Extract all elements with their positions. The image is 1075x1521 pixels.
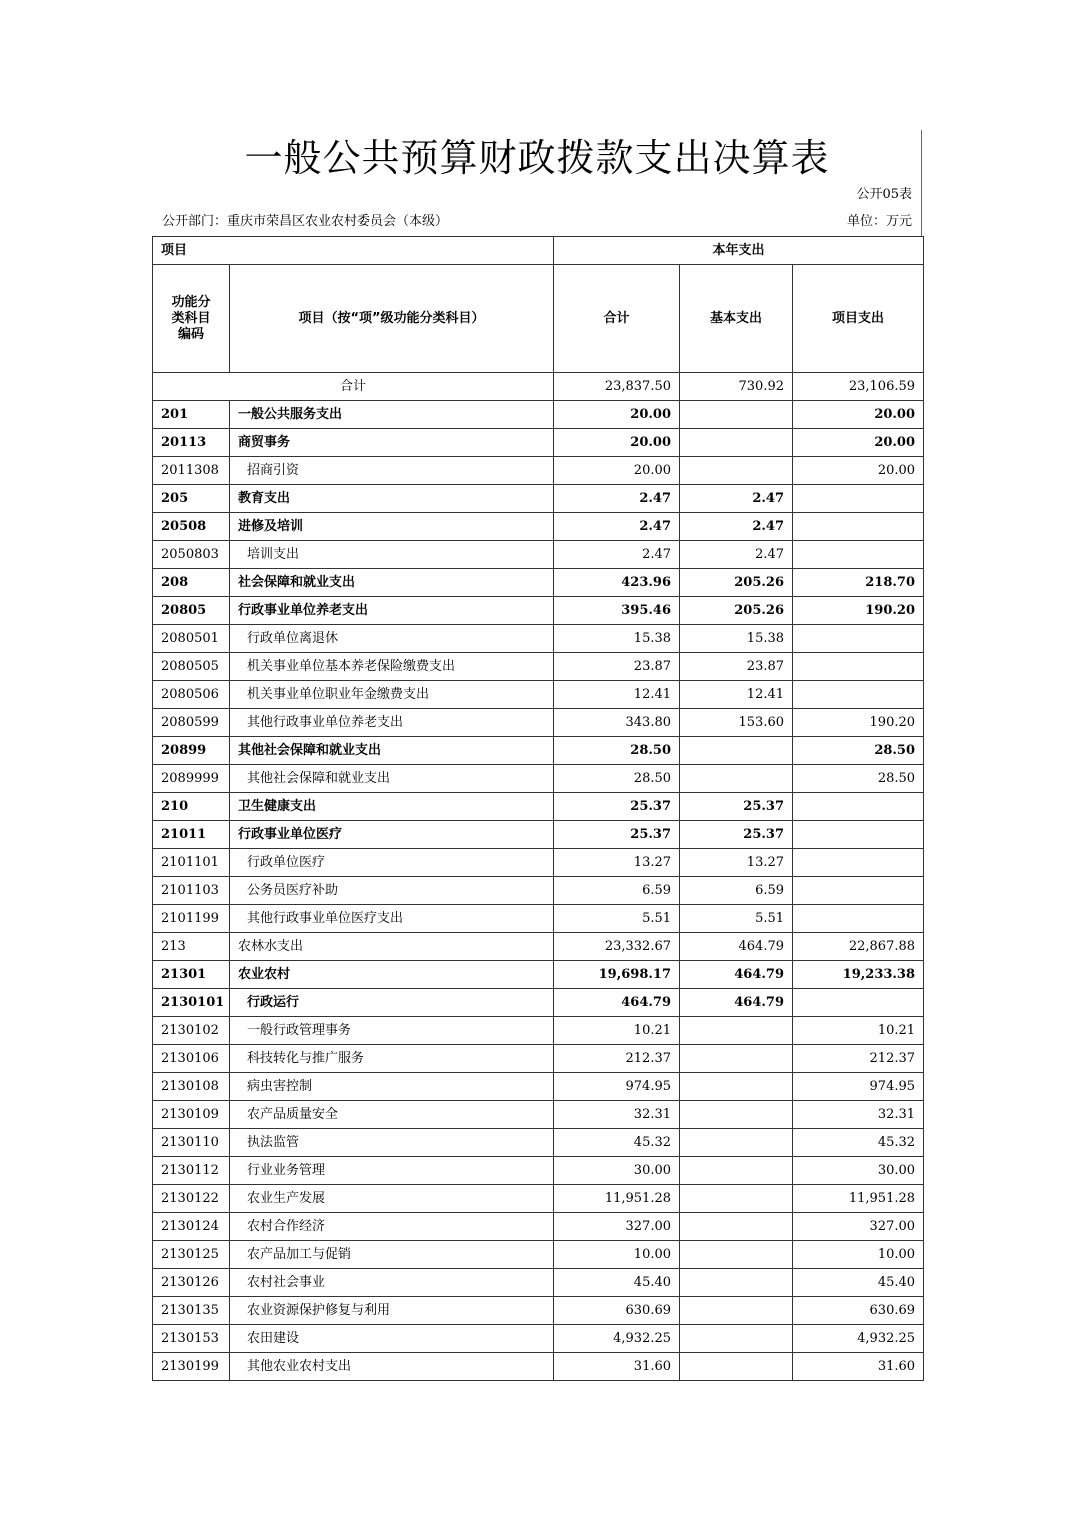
- table-row: [153, 709, 924, 737]
- row-name: 社会保障和就业支出: [230, 569, 554, 597]
- row-code: 210: [153, 793, 230, 821]
- row-total: 15.38: [554, 625, 680, 653]
- row-code: 2130153: [153, 1325, 230, 1353]
- row-basic: 2.47: [680, 513, 793, 541]
- row-name: 行政运行: [230, 989, 554, 1017]
- row-project: 974.95: [793, 1073, 924, 1101]
- form-number: 公开05表: [856, 187, 912, 202]
- header-code-text: 功能分类科目编码: [171, 294, 211, 342]
- row-code: 213: [153, 933, 230, 961]
- row-project: 190.20: [793, 709, 924, 737]
- header-code: [153, 265, 230, 373]
- row-code: 2101103: [153, 877, 230, 905]
- row-basic: 12.41: [680, 681, 793, 709]
- row-code: 2130109: [153, 1101, 230, 1129]
- row-name: 农业生产发展: [230, 1185, 554, 1213]
- row-code: 2130199: [153, 1353, 230, 1381]
- total-label: 合计: [153, 373, 554, 401]
- row-project: 212.37: [793, 1045, 924, 1073]
- row-code: 2130125: [153, 1241, 230, 1269]
- row-basic: 2.47: [680, 541, 793, 569]
- row-total: 11,951.28: [554, 1185, 680, 1213]
- row-code: 2011308: [153, 457, 230, 485]
- row-basic: [680, 401, 793, 429]
- row-basic: 13.27: [680, 849, 793, 877]
- page-title: 一般公共预算财政拨款支出决算表: [244, 136, 830, 180]
- row-total: 4,932.25: [554, 1325, 680, 1353]
- row-total: 20.00: [554, 429, 680, 457]
- row-total: 5.51: [554, 905, 680, 933]
- row-basic: [680, 1101, 793, 1129]
- row-name: 其他行政事业单位医疗支出: [230, 905, 554, 933]
- row-code: 21011: [153, 821, 230, 849]
- row-project: 28.50: [793, 737, 924, 765]
- header-name: 项目（按“项”级功能分类科目）: [230, 265, 554, 373]
- row-code: 2130126: [153, 1269, 230, 1297]
- row-name: 机关事业单位基本养老保险缴费支出: [230, 653, 554, 681]
- table-row: [153, 793, 924, 821]
- row-name: 公务员医疗补助: [230, 877, 554, 905]
- row-code: 2080501: [153, 625, 230, 653]
- header-project-expense: 项目支出: [793, 265, 924, 373]
- row-basic: 6.59: [680, 877, 793, 905]
- row-name: 农产品加工与促销: [230, 1241, 554, 1269]
- row-name: 行政单位医疗: [230, 849, 554, 877]
- row-project: 32.31: [793, 1101, 924, 1129]
- row-name: 其他社会保障和就业支出: [230, 765, 554, 793]
- row-code: 201: [153, 401, 230, 429]
- table-row: [153, 1045, 924, 1073]
- row-total: 28.50: [554, 765, 680, 793]
- row-code: 2130112: [153, 1157, 230, 1185]
- row-total: 630.69: [554, 1297, 680, 1325]
- row-name: 一般公共服务支出: [230, 401, 554, 429]
- row-basic: [680, 1073, 793, 1101]
- table-row: [153, 1325, 924, 1353]
- row-basic: [680, 1241, 793, 1269]
- row-total: 20.00: [554, 457, 680, 485]
- row-project: 630.69: [793, 1297, 924, 1325]
- table-row: [153, 877, 924, 905]
- row-code: 2101199: [153, 905, 230, 933]
- row-code: 2101101: [153, 849, 230, 877]
- row-basic: [680, 1017, 793, 1045]
- row-project: 30.00: [793, 1157, 924, 1185]
- table-row: [153, 625, 924, 653]
- row-code: 20899: [153, 737, 230, 765]
- row-name: 招商引资: [230, 457, 554, 485]
- table-row: [153, 1073, 924, 1101]
- row-code: 20113: [153, 429, 230, 457]
- row-basic: 464.79: [680, 961, 793, 989]
- table-row: [153, 513, 924, 541]
- row-project: [793, 541, 924, 569]
- table-row: [153, 653, 924, 681]
- row-total: 6.59: [554, 877, 680, 905]
- row-name: 农业农村: [230, 961, 554, 989]
- row-total: 45.32: [554, 1129, 680, 1157]
- row-project: 28.50: [793, 765, 924, 793]
- row-basic: [680, 765, 793, 793]
- table-row: [153, 485, 924, 513]
- row-basic: [680, 1297, 793, 1325]
- row-code: 2130108: [153, 1073, 230, 1101]
- table-row: [153, 1213, 924, 1241]
- row-basic: [680, 737, 793, 765]
- row-total: 30.00: [554, 1157, 680, 1185]
- row-project: [793, 905, 924, 933]
- row-total: 423.96: [554, 569, 680, 597]
- row-name: 行业业务管理: [230, 1157, 554, 1185]
- row-total: 10.21: [554, 1017, 680, 1045]
- row-basic: 464.79: [680, 989, 793, 1017]
- header-row-1: [153, 237, 924, 265]
- row-name: 其他农业农村支出: [230, 1353, 554, 1381]
- table-row: [153, 597, 924, 625]
- table-row: [153, 737, 924, 765]
- row-basic: [680, 1045, 793, 1073]
- table-row: [153, 1101, 924, 1129]
- row-basic: [680, 429, 793, 457]
- row-code: 2130124: [153, 1213, 230, 1241]
- table-row: [153, 1353, 924, 1381]
- row-name: 其他行政事业单位养老支出: [230, 709, 554, 737]
- row-project: [793, 793, 924, 821]
- row-name: 执法监管: [230, 1129, 554, 1157]
- table-row: [153, 961, 924, 989]
- total-amount: 23,837.50: [554, 373, 680, 401]
- row-name: 农林水支出: [230, 933, 554, 961]
- row-total: 32.31: [554, 1101, 680, 1129]
- table-row: [153, 1185, 924, 1213]
- row-name: 行政事业单位医疗: [230, 821, 554, 849]
- table-row: [153, 905, 924, 933]
- row-basic: 25.37: [680, 821, 793, 849]
- row-total: 45.40: [554, 1269, 680, 1297]
- table-row: [153, 681, 924, 709]
- row-project: [793, 849, 924, 877]
- row-project: 327.00: [793, 1213, 924, 1241]
- row-total: 212.37: [554, 1045, 680, 1073]
- table-row: [153, 569, 924, 597]
- row-total: 25.37: [554, 793, 680, 821]
- row-name: 卫生健康支出: [230, 793, 554, 821]
- row-code: 2130101: [153, 989, 230, 1017]
- row-basic: 205.26: [680, 597, 793, 625]
- row-total: 395.46: [554, 597, 680, 625]
- table-row: [153, 765, 924, 793]
- row-code: 2130102: [153, 1017, 230, 1045]
- header-current-year: 本年支出: [554, 237, 924, 265]
- row-code: 2089999: [153, 765, 230, 793]
- table-row: [153, 429, 924, 457]
- row-code: 20508: [153, 513, 230, 541]
- row-project: 45.32: [793, 1129, 924, 1157]
- row-basic: 205.26: [680, 569, 793, 597]
- row-name: 农田建设: [230, 1325, 554, 1353]
- table-row: [153, 541, 924, 569]
- row-basic: 23.87: [680, 653, 793, 681]
- header-basic: 基本支出: [680, 265, 793, 373]
- row-total: 2.47: [554, 485, 680, 513]
- row-name: 机关事业单位职业年金缴费支出: [230, 681, 554, 709]
- row-code: 20805: [153, 597, 230, 625]
- row-project: 20.00: [793, 457, 924, 485]
- row-name: 行政事业单位养老支出: [230, 597, 554, 625]
- table-row: [153, 849, 924, 877]
- row-total: 13.27: [554, 849, 680, 877]
- row-basic: [680, 1325, 793, 1353]
- row-basic: 5.51: [680, 905, 793, 933]
- table-row: [153, 1241, 924, 1269]
- row-name: 行政单位离退休: [230, 625, 554, 653]
- row-code: 205: [153, 485, 230, 513]
- row-project: 20.00: [793, 429, 924, 457]
- table-row: [153, 1269, 924, 1297]
- row-basic: [680, 1157, 793, 1185]
- row-basic: [680, 457, 793, 485]
- row-name: 培训支出: [230, 541, 554, 569]
- row-project: 31.60: [793, 1353, 924, 1381]
- row-project: [793, 485, 924, 513]
- row-total: 12.41: [554, 681, 680, 709]
- row-code: 2050803: [153, 541, 230, 569]
- row-project: [793, 513, 924, 541]
- header-project: 项目: [153, 237, 554, 265]
- row-code: 2130106: [153, 1045, 230, 1073]
- table-row: [153, 1017, 924, 1045]
- row-basic: 2.47: [680, 485, 793, 513]
- department-label: 公开部门：重庆市荣昌区农业农村委员会（本级）: [162, 214, 449, 229]
- table-row: [153, 821, 924, 849]
- row-name: 科技转化与推广服务: [230, 1045, 554, 1073]
- row-name: 农村合作经济: [230, 1213, 554, 1241]
- header-total: 合计: [554, 265, 680, 373]
- row-total: 25.37: [554, 821, 680, 849]
- budget-table: [152, 236, 924, 1381]
- row-name: 其他社会保障和就业支出: [230, 737, 554, 765]
- row-code: 2080599: [153, 709, 230, 737]
- row-total: 23,332.67: [554, 933, 680, 961]
- row-project: 45.40: [793, 1269, 924, 1297]
- row-basic: 25.37: [680, 793, 793, 821]
- row-project: [793, 821, 924, 849]
- row-project: 218.70: [793, 569, 924, 597]
- row-project: 190.20: [793, 597, 924, 625]
- row-basic: [680, 1129, 793, 1157]
- row-basic: [680, 1213, 793, 1241]
- row-name: 农村社会事业: [230, 1269, 554, 1297]
- header-row-2: [153, 265, 924, 373]
- table-row: [153, 1157, 924, 1185]
- row-project: [793, 653, 924, 681]
- row-code: 2080505: [153, 653, 230, 681]
- table-row: [153, 1297, 924, 1325]
- row-name: 农业资源保护修复与利用: [230, 1297, 554, 1325]
- row-project: 22,867.88: [793, 933, 924, 961]
- row-project: 10.21: [793, 1017, 924, 1045]
- row-total: 327.00: [554, 1213, 680, 1241]
- row-basic: 464.79: [680, 933, 793, 961]
- row-total: 10.00: [554, 1241, 680, 1269]
- total-project: 23,106.59: [793, 373, 924, 401]
- total-basic: 730.92: [680, 373, 793, 401]
- row-project: [793, 625, 924, 653]
- row-total: 974.95: [554, 1073, 680, 1101]
- row-total: 23.87: [554, 653, 680, 681]
- row-total: 2.47: [554, 541, 680, 569]
- table-row: [153, 1129, 924, 1157]
- row-project: [793, 989, 924, 1017]
- row-basic: 15.38: [680, 625, 793, 653]
- table-row: [153, 989, 924, 1017]
- row-project: 19,233.38: [793, 961, 924, 989]
- row-total: 19,698.17: [554, 961, 680, 989]
- row-name: 一般行政管理事务: [230, 1017, 554, 1045]
- unit-label: 单位：万元: [846, 214, 912, 229]
- row-basic: [680, 1185, 793, 1213]
- row-total: 2.47: [554, 513, 680, 541]
- row-code: 2130135: [153, 1297, 230, 1325]
- table-row: [153, 933, 924, 961]
- row-total: 31.60: [554, 1353, 680, 1381]
- row-basic: [680, 1353, 793, 1381]
- row-project: 20.00: [793, 401, 924, 429]
- row-code: 208: [153, 569, 230, 597]
- row-name: 病虫害控制: [230, 1073, 554, 1101]
- row-code: 2130110: [153, 1129, 230, 1157]
- row-name: 进修及培训: [230, 513, 554, 541]
- row-total: 464.79: [554, 989, 680, 1017]
- row-project: [793, 877, 924, 905]
- table-row: [153, 457, 924, 485]
- row-basic: [680, 1269, 793, 1297]
- row-total: 28.50: [554, 737, 680, 765]
- row-project: 10.00: [793, 1241, 924, 1269]
- table-row: [153, 401, 924, 429]
- row-code: 2080506: [153, 681, 230, 709]
- row-project: [793, 681, 924, 709]
- row-name: 农产品质量安全: [230, 1101, 554, 1129]
- row-code: 2130122: [153, 1185, 230, 1213]
- total-row: [153, 373, 924, 401]
- row-project: 11,951.28: [793, 1185, 924, 1213]
- row-code: 21301: [153, 961, 230, 989]
- row-total: 20.00: [554, 401, 680, 429]
- row-total: 343.80: [554, 709, 680, 737]
- row-name: 商贸事务: [230, 429, 554, 457]
- row-basic: 153.60: [680, 709, 793, 737]
- row-project: 4,932.25: [793, 1325, 924, 1353]
- row-name: 教育支出: [230, 485, 554, 513]
